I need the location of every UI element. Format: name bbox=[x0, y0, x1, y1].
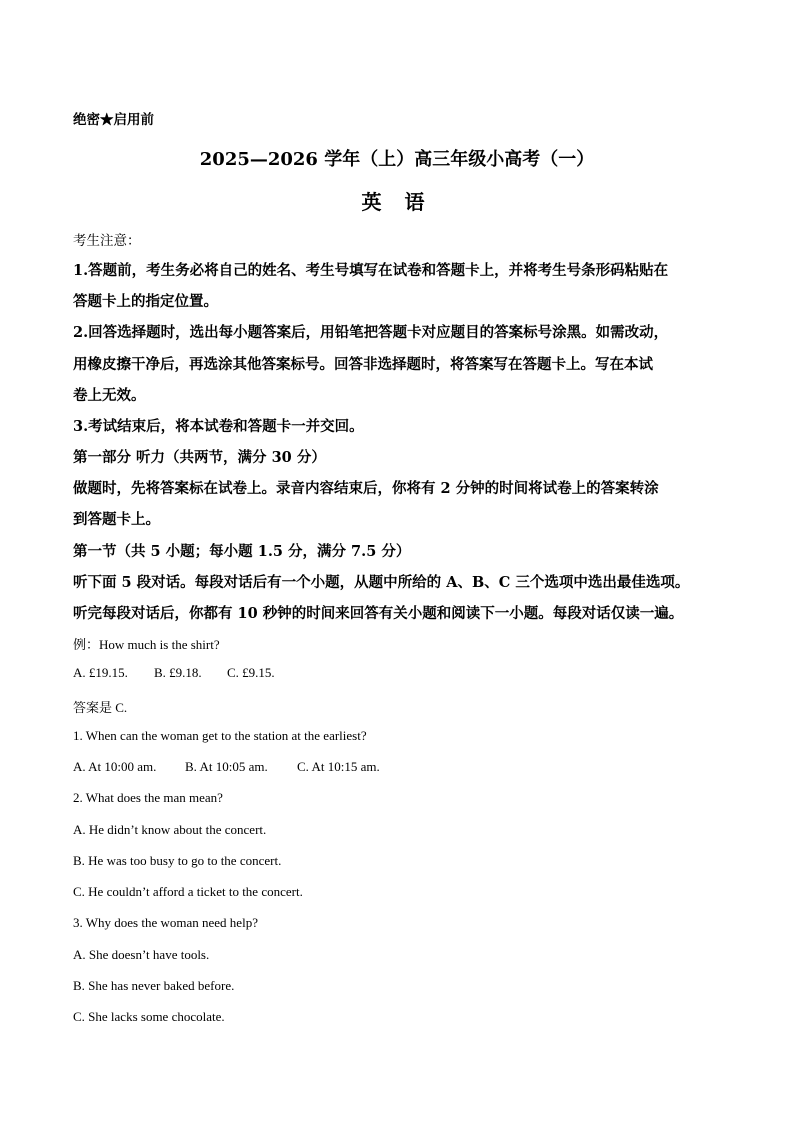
notice-item-1-line-1: 1.答题前，考生务必将自己的姓名、考生号填写在试卷和答题卡上，并将考生号条形码粘贴在 bbox=[73, 262, 669, 279]
question-3-option-b: B. She has never baked before. bbox=[73, 978, 235, 993]
example-question: 例：How much is the shirt? bbox=[73, 637, 220, 652]
question-2-stem: 2. What does the man mean? bbox=[73, 790, 223, 805]
notice-heading: 考生注意： bbox=[73, 233, 141, 249]
confidential-label: 绝密★启用前 bbox=[73, 112, 154, 128]
question-3-stem: 3. Why does the woman need help? bbox=[73, 915, 258, 930]
question-1-option-b: B. At 10:05 am. bbox=[185, 759, 268, 774]
notice-item-1-line-2: 答题卡上的指定位置。 bbox=[73, 293, 218, 310]
example-options bbox=[73, 665, 275, 681]
question-2-option-b: B. He was too busy to go to the concert. bbox=[73, 853, 282, 868]
question-1-stem: 1. When can the woman get to the station at the earliest? bbox=[73, 728, 367, 743]
example-option-c: C. £9.15. bbox=[227, 665, 275, 680]
question-1-options bbox=[73, 759, 380, 775]
notice-item-2-line-1: 2.回答选择题时，选出每小题答案后，用铅笔把答题卡对应题目的答案标号涂黑。如需改动， bbox=[73, 324, 669, 341]
example-option-b: B. £9.18. bbox=[154, 665, 202, 680]
section1-heading: 第一节（共 5 小题；每小题 1.5 分，满分 7.5 分） bbox=[73, 543, 411, 560]
notice-item-3: 3.考试结束后，将本试卷和答题卡一并交回。 bbox=[73, 418, 364, 435]
part1-instruction-line-2: 到答题卡上。 bbox=[73, 511, 160, 528]
part1-heading: 第一部分 听力（共两节，满分 30 分） bbox=[73, 449, 326, 466]
section1-instruction-line-2: 听完每段对话后，你都有 10 秒钟的时间来回答有关小题和阅读下一小题。每段对话仅读一遍。 bbox=[73, 605, 684, 622]
subject-title: 英 语 bbox=[361, 190, 433, 214]
question-1-option-a: A. At 10:00 am. bbox=[73, 759, 157, 774]
section1-instruction-line-1: 听下面 5 段对话。每段对话后有一个小题，从题中所给的 A、B、C 三个选项中选出最佳选项。 bbox=[73, 574, 690, 591]
question-3-option-a: A. She doesn’t have tools. bbox=[73, 947, 210, 962]
question-2-option-a: A. He didn’t know about the concert. bbox=[73, 822, 267, 837]
question-3-option-c: C. She lacks some chocolate. bbox=[73, 1009, 225, 1024]
notice-item-2-line-3: 卷上无效。 bbox=[73, 387, 146, 404]
question-1-option-c: C. At 10:15 am. bbox=[297, 759, 380, 774]
part1-instruction-line-1: 做题时，先将答案标在试卷上。录音内容结束后，你将有 2 分钟的时间将试卷上的答案转涂 bbox=[73, 480, 659, 497]
example-answer: 答案是 C. bbox=[73, 700, 128, 715]
notice-item-2-line-2: 用橡皮擦干净后，再选涂其他答案标号。回答非选择题时，将答案写在答题卡上。写在本试 bbox=[73, 356, 653, 373]
page-title: 2025—2026 学年（上）高三年级小高考（一） bbox=[199, 149, 595, 170]
question-2-option-c: C. He couldn’t afford a ticket to the concert. bbox=[73, 884, 303, 899]
example-option-a: A. £19.15. bbox=[73, 665, 128, 680]
